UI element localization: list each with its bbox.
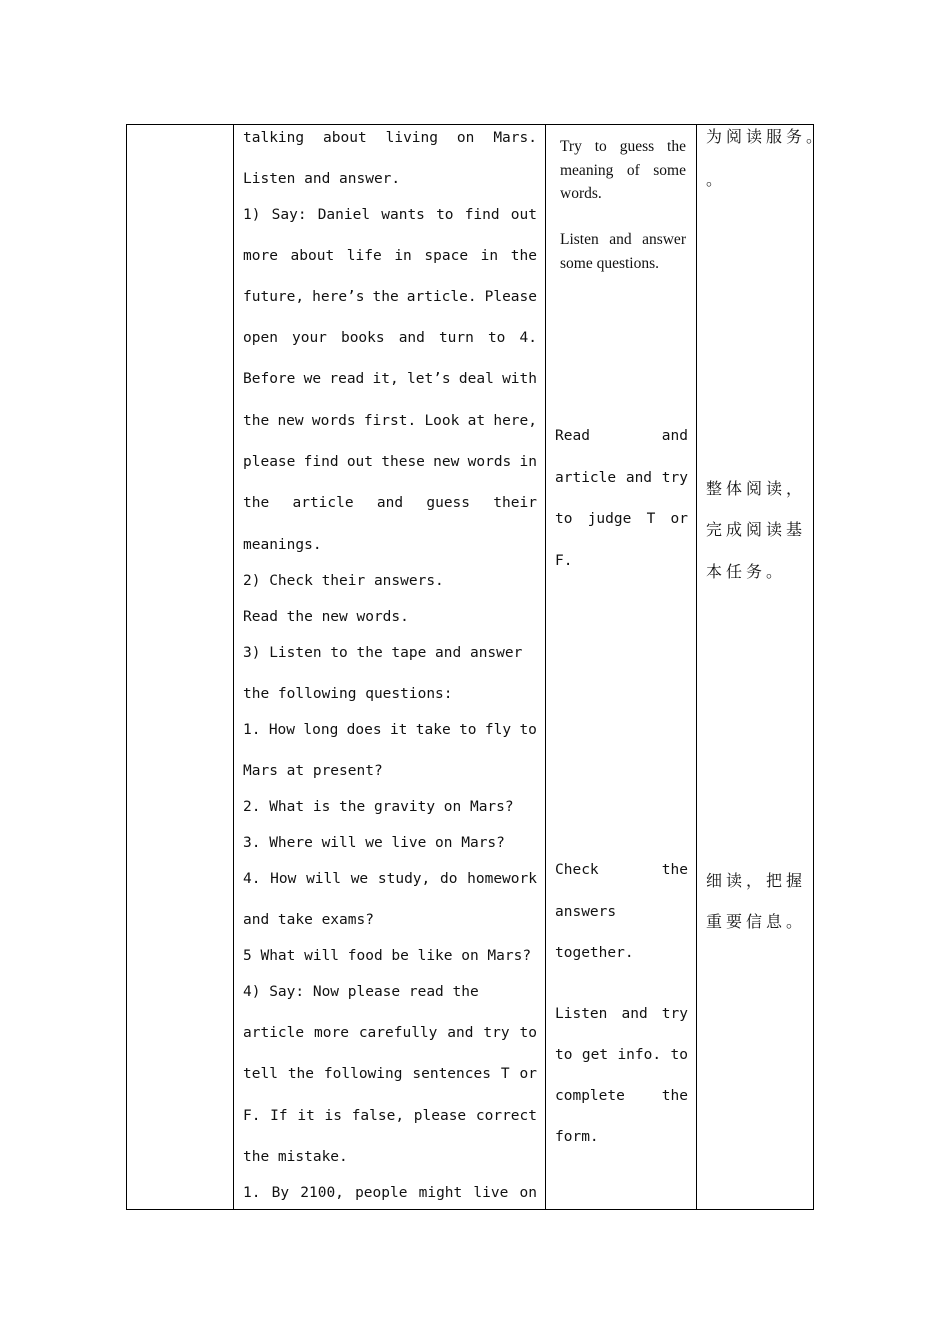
teacher-line: the article and guess their	[243, 495, 537, 511]
teacher-line: talking about living on Mars.	[243, 130, 537, 146]
table-bottom-border	[126, 1209, 814, 1210]
table-col-divider-1	[233, 124, 234, 1210]
teacher-line: 1. By 2100, people might live on	[243, 1185, 537, 1201]
teacher-line: meanings.	[243, 537, 322, 553]
student-line: Check the	[555, 862, 688, 878]
student-line: meaning of some	[560, 161, 686, 179]
student-line: Listen and try	[555, 1006, 688, 1022]
table-col-divider-0	[126, 124, 127, 1210]
teacher-line: 3. Where will we live on Mars?	[243, 835, 505, 851]
student-line: Try to guess the	[560, 138, 686, 155]
student-line: together.	[555, 945, 634, 961]
purpose-line: 整体阅读，	[706, 479, 807, 498]
teacher-line: and take exams?	[243, 912, 374, 928]
teacher-line: future, here’s the article. Please	[243, 289, 537, 305]
purpose-line: 重要信息。	[706, 912, 807, 931]
table-col-divider-4	[813, 124, 814, 1210]
student-line: to get info. to	[555, 1047, 688, 1063]
student-line: form.	[555, 1129, 599, 1145]
purpose-line: 本任务。	[706, 562, 787, 581]
teacher-line: the mistake.	[243, 1149, 348, 1165]
teacher-line: tell the following sentences T or	[243, 1066, 537, 1082]
teacher-line: Mars at present?	[243, 763, 383, 779]
student-line: complete the	[555, 1088, 688, 1104]
student-line: article and try	[555, 470, 688, 486]
teacher-line: 2) Check their answers.	[243, 573, 444, 589]
purpose-line: 。	[706, 170, 727, 189]
table-col-divider-3	[696, 124, 697, 1210]
teacher-line: 5 What will food be like on Mars?	[243, 948, 532, 964]
teacher-line: open your books and turn to 4.	[243, 330, 537, 346]
student-line: answers	[555, 904, 617, 920]
student-line: some questions.	[560, 254, 660, 272]
teacher-line: 1) Say: Daniel wants to find out	[243, 207, 537, 223]
teacher-line: 2. What is the gravity on Mars?	[243, 799, 514, 815]
teacher-line: more about life in space in the	[243, 248, 537, 264]
teacher-line: article more carefully and try to	[243, 1025, 537, 1041]
student-line: words.	[560, 185, 602, 202]
teacher-line: F. If it is false, please correct	[243, 1108, 537, 1124]
student-line: Read and	[555, 428, 688, 444]
teacher-line: 4. How will we study, do homework	[243, 871, 537, 887]
teacher-line: 1. How long does it take to fly to	[243, 722, 537, 738]
student-line: to judge T or	[555, 511, 688, 527]
teacher-line: 4) Say: Now please read the	[243, 984, 479, 1000]
teacher-line: please find out these new words in	[243, 454, 537, 470]
teacher-line: the new words first. Look at here,	[243, 413, 537, 429]
purpose-line: 细读，把握	[706, 871, 807, 890]
student-line: F.	[555, 553, 573, 569]
teacher-line: Read the new words.	[243, 609, 409, 625]
teacher-line: Before we read it, let’s deal with	[243, 371, 537, 387]
student-line: Listen and answer	[560, 231, 686, 248]
teacher-line: Listen and answer.	[243, 171, 401, 187]
table-top-border	[126, 124, 814, 125]
teacher-line: the following questions:	[243, 686, 453, 702]
purpose-line: 为阅读服务。	[706, 127, 827, 146]
table-col-divider-2	[545, 124, 546, 1210]
purpose-line: 完成阅读基	[706, 520, 807, 539]
teacher-line: 3) Listen to the tape and answer	[243, 645, 523, 661]
